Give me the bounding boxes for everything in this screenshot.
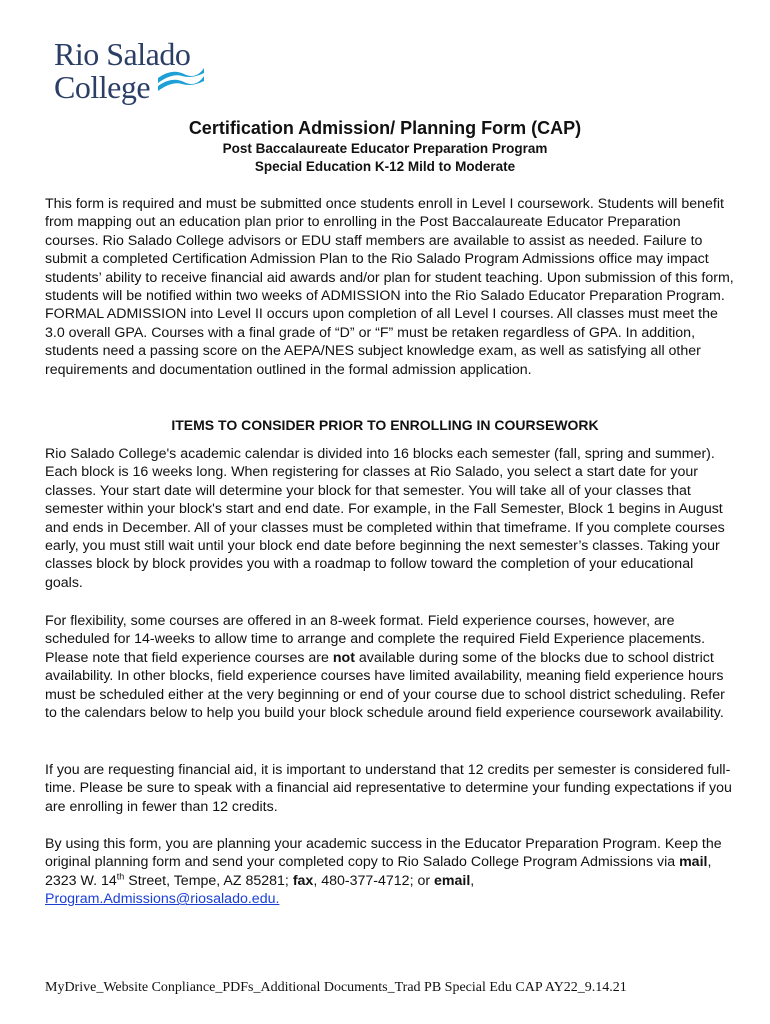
flexibility-paragraph — [45, 612, 735, 722]
section-heading: ITEMS TO CONSIDER PRIOR TO ENROLLING IN COURSEWORK — [171, 417, 599, 433]
specialization-subtitle: Special Education K-12 Mild to Moderate — [254, 159, 516, 174]
logo-text-line1: Rio Salado — [54, 36, 191, 72]
mail-label: mail — [679, 854, 708, 871]
address-superscript: th — [116, 871, 125, 882]
logo-text-line2: College — [54, 69, 151, 105]
logo-wave-icon — [154, 60, 206, 100]
address-text-b: Street, Tempe, AZ 85281; — [124, 872, 293, 889]
flexibility-text-2: available during some of the blocks due to school district availability. In other blocks, field experience courses have limited availability, meaning field experience hours must be scheduled either at the very beginning or end of your course due to school district scheduling. Refer to the calendars below to help you build your block schedule around field experience coursework availability. — [45, 649, 725, 722]
intro-paragraph: This form is required and must be submitted once students enroll in Level I coursework. Students will benefit from mapping out an education plan prior to enrolling in the Post Baccalaureate Educator Preparation courses. Rio Salado College advisors or EDU staff members are available to assist as needed. Failure to submit a completed Certification Admission Plan to the Rio Salado Program Admissions office may impact students’ ability to receive financial aid awards and/or plan for student teaching. Upon submission of this form, students will be notified within two weeks of ADMISSION into the Rio Salado Educator Preparation Program. FORMAL ADMISSION into Level II occurs upon completion of all Level I courses. All classes must meet the 3.0 overall GPA. Courses with a final grade of “D” or “F” must be retaken regardless of GPA. In addition, students need a passing score on the AEPA/NES subject knowledge exam, as well as satisfying all other requirements and documentation outlined in the formal admission application. — [45, 196, 734, 378]
fax-number: , 480-377-4712; or — [313, 872, 435, 889]
closing-paragraph — [45, 835, 735, 909]
fax-label: fax — [292, 872, 314, 889]
closing-text: By using this form, you are planning your academic success in the Educator Preparation Program. Keep the original planning form and send your completed copy to Rio Salado College Program Admissions via — [45, 836, 722, 871]
footer-path: MyDrive_Website Conpliance_PDFs_Additional Documents_Trad PB Special Edu CAP AY22_9.14.21 — [45, 980, 627, 995]
address-text-a: , 2323 W. 14 — [45, 854, 712, 889]
email-label: email — [434, 872, 471, 889]
college-logo — [54, 38, 214, 108]
email-link[interactable]: Program.Admissions@riosalado.edu. — [45, 891, 280, 908]
program-subtitle: Post Baccalaureate Educator Preparation Program — [222, 141, 548, 156]
financial-aid-paragraph: If you are requesting financial aid, it is important to understand that 12 credits per semester is considered full-time. Please be sure to speak with a financial aid representative to determine your funding expectations if you are enrolling in fewer than 12 credits. — [45, 762, 732, 815]
flexibility-text-1: For flexibility, some courses are offered in an 8-week format. Field experience courses, however, are scheduled for 14-weeks to allow time to arrange and complete the required Field Experience placements. Please note that field experience courses are — [45, 613, 706, 666]
calendar-paragraph: Rio Salado College's academic calendar is divided into 16 blocks each semester (fall, spring and summer). Each block is 16 weeks long. When registering for classes at Rio Salado, you select a start date for your classes. Your start date will determine your block for that semester. You will take all of your classes that semester within your block's start and end date. For example, in the Fall Semester, Block 1 begins in August and ends in December. All of your classes must be completed within that timeframe. If you complete courses early, you must still wait until your block end date before beginning the next semester’s classes. Taking your classes block by block provides you with a roadmap to follow toward the completion of your educational goals. — [45, 446, 725, 591]
form-title: Certification Admission/ Planning Form (CAP) — [188, 118, 582, 138]
flexibility-emphasis: not — [332, 649, 355, 666]
closing-comma: , — [470, 872, 475, 889]
